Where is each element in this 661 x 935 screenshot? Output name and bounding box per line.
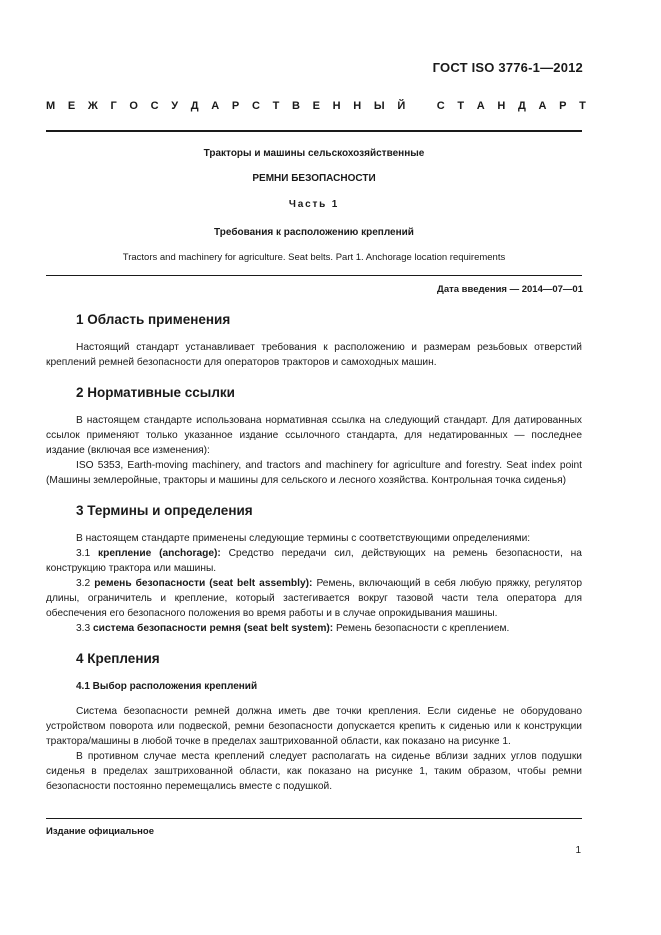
term-3-2-definition: Ремень, включающий в себя любую пряжку, регулятор длины, ограничитель и крепление, который застегивается вокруг тазовой части тела оператора для обеспечения его безопасного положения во время работы и в случае опрокидывания машины.: [46, 578, 582, 619]
term-3-1-definition: Средство передачи сил, действующих на ремень безопасности, на конструкцию трактора или машины.: [46, 548, 582, 574]
section-4-paragraph-1: Система безопасности ремней должна иметь две точки крепления. Если сиденье не оборудовано устройством поворота или подвеской, ремни безопасности допускается крепить к сиденью или к конструкции трактора/машины в любой точке в пределах заштрихованной области, как показано на рисунке 1.: [46, 706, 582, 747]
document-body: [46, 311, 582, 808]
footer-rule: [46, 818, 582, 819]
official-edition-label: Издание официальное: [46, 826, 154, 837]
gost-number: ГОСТ ISO 3776-1—2012: [432, 60, 583, 75]
section-4-heading: 4 Крепления: [76, 651, 160, 666]
interstate-letter: О: [129, 100, 138, 112]
title-line-2: РЕМНИ БЕЗОПАСНОСТИ: [252, 173, 376, 184]
interstate-standard-heading: [46, 100, 586, 112]
subsection-4-1-heading: 4.1 Выбор расположения креплений: [76, 681, 258, 692]
date-of-introduction: Дата введения — 2014—07—01: [437, 284, 583, 295]
section-2-heading: 2 Нормативные ссылки: [76, 385, 235, 400]
interstate-letter: Р: [231, 100, 240, 112]
term-3-1: [46, 546, 582, 576]
interstate-letter: Р: [559, 100, 567, 112]
section-2: [46, 384, 582, 488]
section-2-paragraph-1: В настоящем стандарте использована нормативная ссылка на следующий стандарт. Для датированных ссылок применяют только указанное издание ссылочного стандарта, для недатированных — последнее издание (включая все изменения):: [46, 415, 582, 456]
term-3-1-number: 3.1: [76, 548, 91, 559]
interstate-letter: Ы: [373, 100, 385, 112]
section-3-heading: 3 Термины и определения: [76, 503, 253, 518]
section-1: [46, 311, 582, 370]
interstate-letter: Ж: [87, 100, 98, 112]
section-4: [46, 650, 582, 794]
interstate-letter: М: [46, 100, 56, 112]
header-rule: [46, 130, 582, 132]
interstate-letter: Т: [272, 100, 280, 112]
interstate-letter: Е: [67, 100, 76, 112]
interstate-letter: Д: [517, 100, 526, 112]
interstate-letter: Н: [353, 100, 362, 112]
term-3-2-name: ремень безопасности (seat belt assembly):: [94, 578, 313, 589]
title-line-1: Тракторы и машины сельскохозяйственные: [203, 148, 425, 159]
interstate-letter: У: [171, 100, 179, 112]
term-3-3-number: 3.3: [76, 623, 91, 634]
interstate-letter: Й: [397, 100, 406, 112]
interstate-letter: С: [436, 100, 445, 112]
section-1-heading: 1 Область применения: [76, 312, 231, 327]
term-3-2: [46, 576, 582, 621]
term-3-3: [46, 621, 582, 636]
title-line-4: Требования к расположению креплений: [214, 227, 414, 238]
interstate-letter: [418, 100, 424, 112]
title-rule: [46, 275, 582, 276]
interstate-letter: Т: [457, 100, 465, 112]
interstate-letter: А: [211, 100, 220, 112]
english-title: Tractors and machinery for agriculture. Seat belts. Part 1. Anchorage location requirements: [122, 252, 506, 263]
term-3-1-name: крепление (anchorage):: [98, 548, 221, 559]
interstate-letter: Н: [332, 100, 341, 112]
interstate-letter: Н: [497, 100, 506, 112]
term-3-2-number: 3.2: [76, 578, 91, 589]
interstate-letter: С: [150, 100, 159, 112]
page-number: 1: [575, 845, 581, 856]
interstate-letter: Е: [312, 100, 320, 112]
section-1-paragraph: Настоящий стандарт устанавливает требования к расположению и размерам резьбовых отверстий креплений ремней безопасности для операторов тракторов и самоходных машин.: [46, 342, 582, 368]
interstate-letter: Д: [190, 100, 199, 112]
section-3: [46, 502, 582, 636]
section-4-paragraph-2: В противном случае места креплений следует располагать на сиденье вблизи задних углов подушки сиденья в пределах заштрихованной области, как показано на рисунке 1, таким образом, чтобы ремни безопасности постоянно перемещались вместе с подушкой.: [46, 751, 582, 792]
interstate-letter: А: [538, 100, 547, 112]
term-3-3-definition: Ремень безопасности с креплением.: [336, 623, 510, 634]
title-part: Часть 1: [288, 199, 340, 210]
interstate-letter: С: [251, 100, 260, 112]
section-2-paragraph-2: ISO 5353, Earth-moving machinery, and tractors and machinery for agriculture and forestry. Seat index point (Машины землеройные, тракторы и машины для сельского и лесного хозяйства. Контрольная точка сиденья): [46, 460, 582, 486]
section-3-intro: В настоящем стандарте применены следующие термины с соответствующими определениями:: [76, 533, 531, 544]
term-3-3-name: система безопасности ремня (seat belt system):: [93, 623, 334, 634]
interstate-letter: Г: [110, 100, 117, 112]
interstate-letter: А: [476, 100, 485, 112]
interstate-letter: В: [291, 100, 300, 112]
interstate-letter: Т: [579, 100, 586, 112]
